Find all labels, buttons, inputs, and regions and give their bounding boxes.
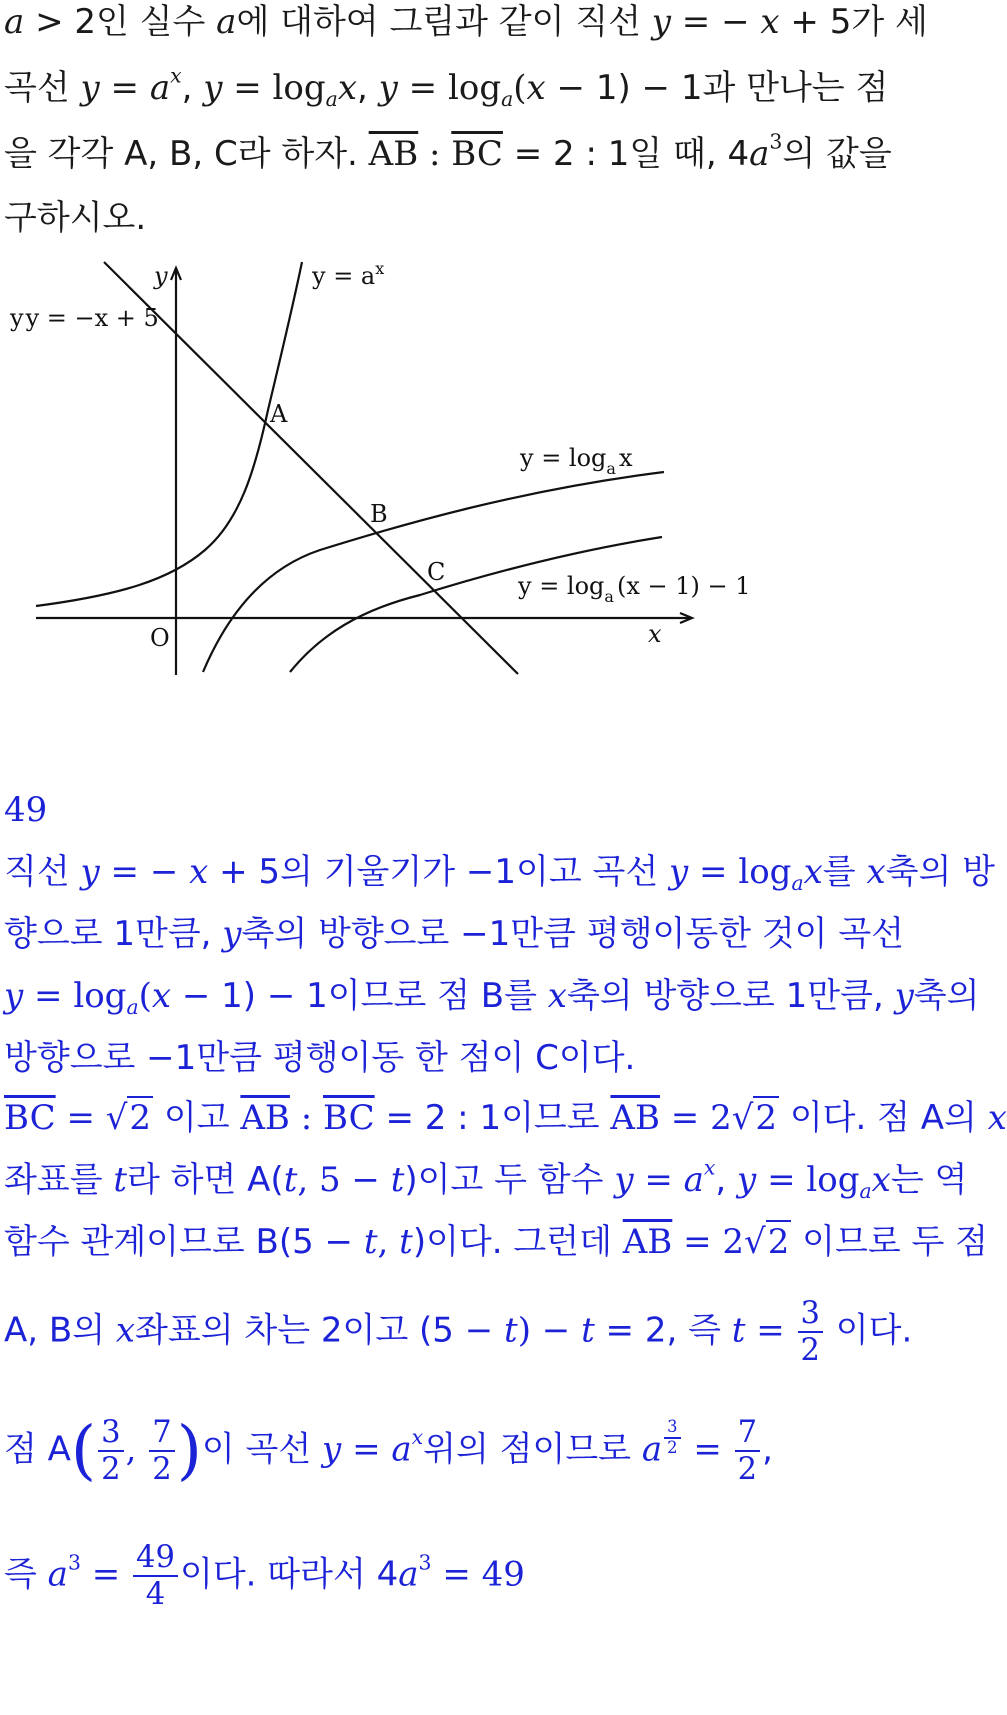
origin-label: O	[150, 624, 170, 652]
graph-figure	[0, 250, 993, 680]
solution-line-3: $y = \log_a(x - 1) - 1$이므로 점 B를 x축의 방향으로 1만큼, y축의	[4, 976, 980, 1020]
solution-line-5: $\overline{BC} = √2$ 이고 $\overline{AB}$ : $\overline{BC} = 2$ : 1이므로 $\overline{AB} = 2√2$ 이다. 점 A의 x	[4, 1098, 1007, 1138]
solution-line-1: 직선 y = − x + 5의 기울기가 −1이고 곡선 $y = \log_ax$를 x축의 방	[4, 852, 995, 896]
axis-label-x: x	[648, 620, 662, 648]
solution-answer: 49	[4, 790, 48, 830]
problem-line-3: 을 각각 A, B, C라 하자. $\overline{AB}$ : $\overline{BC} = 2$ : 1일 때, $4a^3$의 값을	[4, 129, 892, 174]
point-c-label: C	[427, 558, 446, 586]
label-line: yy = −x + 5	[10, 304, 159, 332]
problem-line-2: 곡선 $y = a^x$, $y = \log_ax$, $y = \log_a(x - 1) - 1$과 만나는 점	[4, 63, 889, 112]
solution-line-8: A, B의 x좌표의 차는 2이고 (5 − t) − t = 2, 즉 t = $\frac{3}{2}$ 이다.	[4, 1296, 913, 1369]
label-log2: $y = \log_a (x - 1) - 1$	[518, 572, 751, 606]
point-b-label: B	[370, 500, 388, 528]
axis-label-y: y	[154, 262, 168, 290]
problem-line-1: a > 2인 실수 a에 대하여 그림과 같이 직선 y = − x + 5가 세	[4, 2, 928, 42]
solution-line-7: 함수 관계이므로 B(5 − t, t)이다. 그런데 $\overline{AB} = 2√2$ 이므로 두 점	[4, 1222, 989, 1262]
solution-line-2: 향으로 1만큼, y축의 방향으로 −1만큼 평행이동한 것이 곡선	[4, 914, 905, 954]
line-y-neg-x-plus-5	[104, 262, 518, 674]
solution-line-6: 좌표를 t라 하면 A(t, 5 − t)이고 두 함수 $y = a^x$, $y = \log_ax$는 역	[4, 1155, 968, 1204]
problem-line-4: 구하시오.	[4, 198, 147, 238]
label-log: $y = \log_a x$	[520, 444, 633, 478]
solution-line-10: 즉 $a^3$ = $\frac{49}{4}$ 이다. 따라서 $4a^3 = 49$	[4, 1540, 525, 1613]
point-a-label: A	[270, 400, 288, 428]
solution-line-4: 방향으로 −1만큼 평행이동 한 점이 C이다.	[4, 1038, 636, 1078]
label-exp: $y = a^x$	[312, 259, 385, 290]
fraction-three-halves: $\frac{3}{2}$	[798, 1296, 823, 1368]
solution-line-9: 점 A( $\frac{3}{2}$ , $\frac{7}{2}$ )이 곡선 $y = a^x$위의 점이므로 a $^{\frac{3}{2}}$ = $\frac{7}{2}$ ,	[4, 1413, 773, 1488]
